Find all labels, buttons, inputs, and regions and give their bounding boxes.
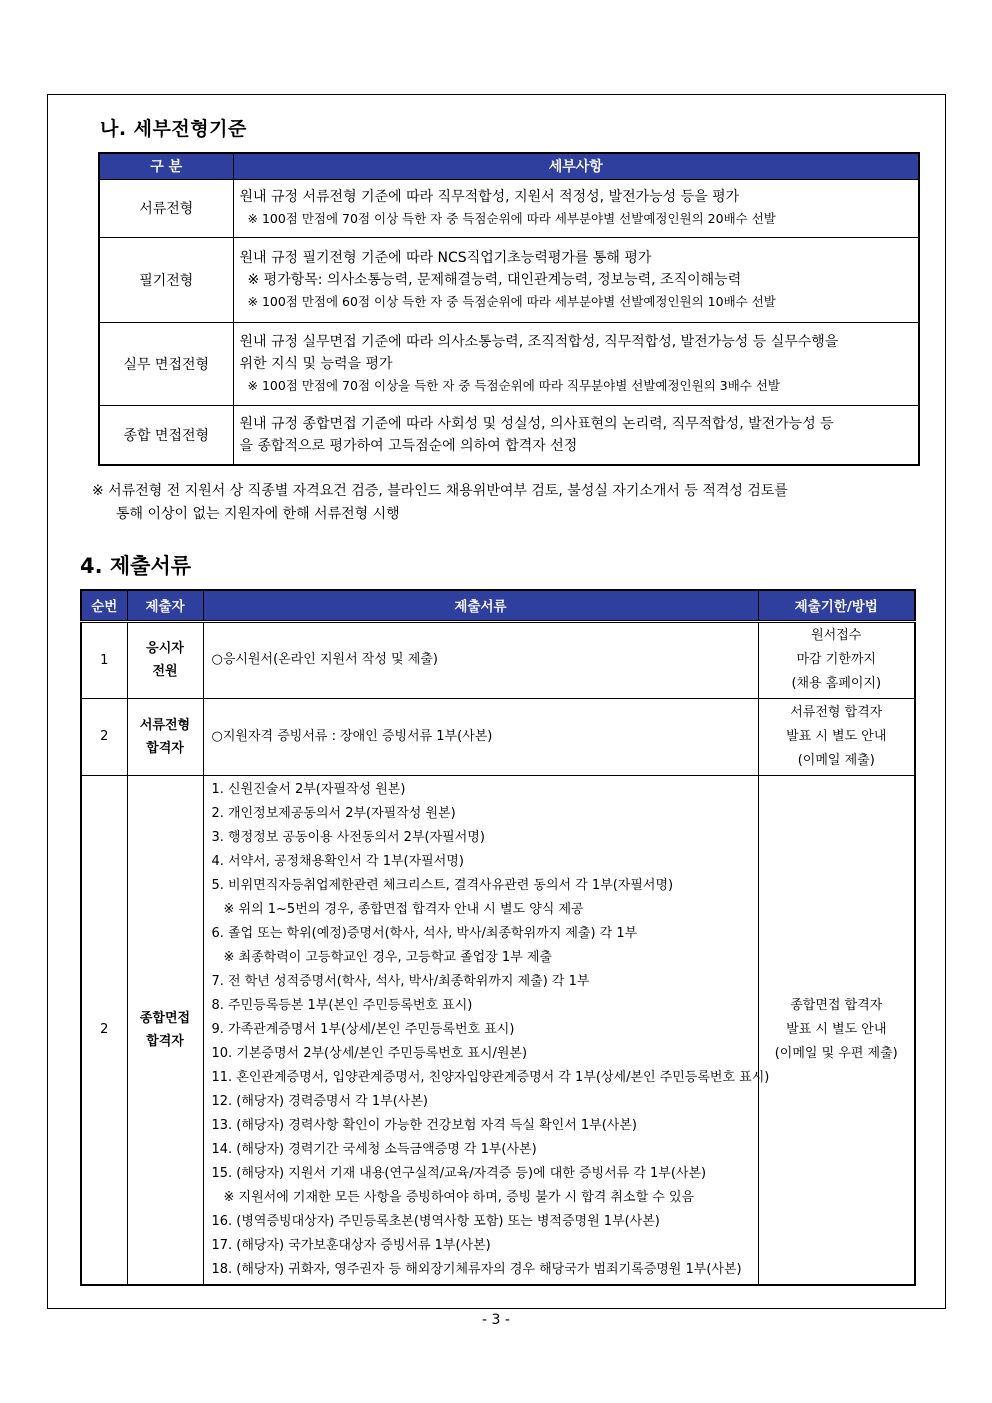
document-item: 15. (해당자) 지원서 기재 내용(연구실적/교육/자격증 등)에 대한 증빙서류 각 1부(사본) <box>211 1165 707 1181</box>
submitter-cell <box>127 621 203 698</box>
documents-cell <box>203 775 770 1285</box>
documents-row <box>81 698 915 775</box>
criteria-header-row <box>99 153 919 179</box>
document-item: 17. (해당자) 국가보훈대상자 증빙서류 1부(사본) <box>211 1237 491 1253</box>
document-item: 7. 전 학년 성적증명서(학사, 석사, 박사/최종학위까지 제출) 각 1부 <box>211 973 590 989</box>
method-line: (이메일 제출) <box>797 752 875 768</box>
footnote-line: 통해 이상이 없는 지원자에 한해 서류전형 시행 <box>116 506 400 522</box>
document-item: 9. 가족관계증명서 1부(상세/본인 주민등록번호 표시) <box>211 1021 515 1037</box>
document-item: 5. 비위면직자등취업제한관련 체크리스트, 결격사유관련 동의서 각 1부(자필서명) <box>211 877 674 893</box>
criteria-line: 원내 규정 서류전형 기준에 따라 직무적합성, 지원서 적정성, 발전가능성 등을 평가 <box>239 189 740 205</box>
criteria-row <box>99 237 919 322</box>
criteria-note: ※ 100점 만점에 70점 이상을 득한 자 중 득점순위에 따라 직무분야별 선발예정인원의 3배수 선발 <box>247 377 780 393</box>
document-note: ※ 최종학력이 고등학교인 경우, 고등학교 졸업장 1부 제출 <box>223 949 552 965</box>
document-item: 3. 행정정보 공동이용 사전동의서 2부(자필서명) <box>211 829 485 845</box>
document-item: 1. 신원진술서 2부(자필작성 원본) <box>211 781 406 797</box>
criteria-line: 원내 규정 실무면접 기준에 따라 의사소통능력, 조직적합성, 직무적합성, 발전가능성 등 실무수행을 <box>239 333 839 350</box>
row-number: 2 <box>81 698 127 775</box>
criteria-label: 실무 면접전형 <box>99 322 233 405</box>
document-item: 6. 졸업 또는 학위(예정)증명서(학사, 석사, 박사/최종학위까지 제출) 각 1부 <box>211 925 638 941</box>
documents-row <box>81 775 915 1285</box>
submitter-cell <box>127 698 203 775</box>
criteria-row <box>99 322 919 405</box>
documents-header-submitter: 제출자 <box>127 590 203 621</box>
document-item: 10. 기본증명서 2부(상세/본인 주민등록번호 표시/원본) <box>211 1045 528 1061</box>
documents-header-no: 순번 <box>81 590 127 621</box>
section-sub-title: 나. 세부전형기준 <box>100 118 247 140</box>
criteria-header-detail: 세부사항 <box>233 153 919 179</box>
method-line: (이메일 및 우편 제출) <box>774 1045 898 1061</box>
criteria-line: 원내 규정 필기전형 기준에 따라 NCS직업기초능력평가를 통해 평가 <box>239 249 652 266</box>
criteria-line: ※ 평가항목: 의사소통능력, 문제해결능력, 대인관계능력, 정보능력, 조직이해능력 <box>247 271 742 288</box>
submitter-line: 종합면접 <box>139 1010 191 1026</box>
criteria-note: ※ 100점 만점에 60점 이상 득한 자 중 득점순위에 따라 세부분야별 선발예정인원의 10배수 선발 <box>247 293 776 309</box>
submitter-cell <box>127 775 203 1285</box>
document-item: 14. (해당자) 경력기간 국세청 소득금액증명 각 1부(사본) <box>211 1141 537 1157</box>
method-line: 원서접수 <box>811 628 862 643</box>
section-main-title: 4. 제출서류 <box>80 554 192 578</box>
method-line: (채용 홈페이지) <box>791 676 882 691</box>
documents-row <box>81 621 915 698</box>
documents-header-docs: 제출서류 <box>203 590 758 621</box>
document-note: ※ 위의 1~5번의 경우, 종합면접 합격자 안내 시 별도 양식 제공 <box>223 901 584 917</box>
submitter-line: 전원 <box>152 664 178 679</box>
method-cell <box>758 621 915 698</box>
submitter-line: 서류전형 <box>139 717 191 733</box>
document-item: 12. (해당자) 경력증명서 각 1부(사본) <box>211 1093 428 1109</box>
document-item: 4. 서약서, 공정채용확인서 각 1부(자필서명) <box>211 853 464 869</box>
documents-cell <box>203 698 758 775</box>
method-line: 마감 기한까지 <box>796 652 876 667</box>
document-item: ○지원자격 증빙서류 : 장애인 증빙서류 1부(사본) <box>211 728 493 744</box>
criteria-table <box>98 152 920 466</box>
criteria-line: 을 종합적으로 평가하여 고득점순에 의하여 합격자 선정 <box>239 437 578 454</box>
criteria-row <box>99 179 919 237</box>
criteria-label: 종합 면접전형 <box>99 405 233 465</box>
documents-cell <box>203 621 758 698</box>
criteria-detail <box>233 179 919 237</box>
page-number: - 3 - <box>482 1312 510 1328</box>
document-item: 18. (해당자) 귀화자, 영주권자 등 해외장기체류자의 경우 해당국가 범죄기록증명원 1부(사본) <box>211 1261 742 1277</box>
criteria-note: ※ 100점 만점에 70점 이상 득한 자 중 득점순위에 따라 세부분야별 선발예정인원의 20배수 선발 <box>247 211 776 226</box>
document-note: ※ 지원서에 기재한 모든 사항을 증빙하여야 하며, 증빙 불가 시 합격 취소할 수 있음 <box>223 1189 695 1205</box>
document-item: 8. 주민등록등본 1부(본인 주민등록번호 표시) <box>211 997 473 1013</box>
documents-table <box>80 589 916 1286</box>
footnote-line: ※ 서류전형 전 지원서 상 직종별 자격요건 검증, 블라인드 채용위반여부 검토, 불성실 자기소개서 등 적격성 검토를 <box>92 483 788 499</box>
method-line: 발표 시 별도 안내 <box>786 1021 887 1037</box>
criteria-label: 필기전형 <box>99 237 233 322</box>
submitter-line: 응시자 <box>146 641 184 656</box>
submitter-line: 합격자 <box>146 1033 184 1049</box>
criteria-line: 위한 지식 및 능력을 평가 <box>239 355 393 372</box>
criteria-detail <box>233 405 919 465</box>
criteria-row <box>99 405 919 465</box>
method-cell <box>758 775 915 1285</box>
document-item: 13. (해당자) 경력사항 확인이 가능한 건강보험 자격 득실 확인서 1부(사본) <box>211 1117 637 1133</box>
criteria-header-category: 구 분 <box>99 153 233 179</box>
screening-footnote <box>92 480 918 526</box>
method-line: 발표 시 별도 안내 <box>786 728 887 744</box>
method-line: 종합면접 합격자 <box>790 997 883 1013</box>
method-line: 서류전형 합격자 <box>790 704 883 720</box>
documents-header-row <box>81 590 915 621</box>
document-item: 2. 개인정보제공동의서 2부(자필작성 원본) <box>211 805 456 821</box>
method-cell <box>758 698 915 775</box>
criteria-detail <box>233 322 919 405</box>
submitter-line: 합격자 <box>146 740 184 756</box>
criteria-line: 원내 규정 종합면접 기준에 따라 사회성 및 성실성, 의사표현의 논리력, 직무적합성, 발전가능성 등 <box>239 415 834 432</box>
documents-header-method: 제출기한/방법 <box>758 590 915 621</box>
row-number: 2 <box>81 775 127 1285</box>
document-item: 11. 혼인관계증명서, 입양관계증명서, 친양자입양관계증명서 각 1부(상세/본인 주민등록번호 표시) <box>211 1069 770 1085</box>
document-item: 16. (병역증빙대상자) 주민등록초본(병역사항 포함) 또는 병적증명원 1부(사본) <box>211 1213 660 1229</box>
criteria-label: 서류전형 <box>99 179 233 237</box>
criteria-detail <box>233 237 919 322</box>
row-number: 1 <box>81 621 127 698</box>
document-item: ○응시원서(온라인 지원서 작성 및 제출) <box>211 652 438 667</box>
